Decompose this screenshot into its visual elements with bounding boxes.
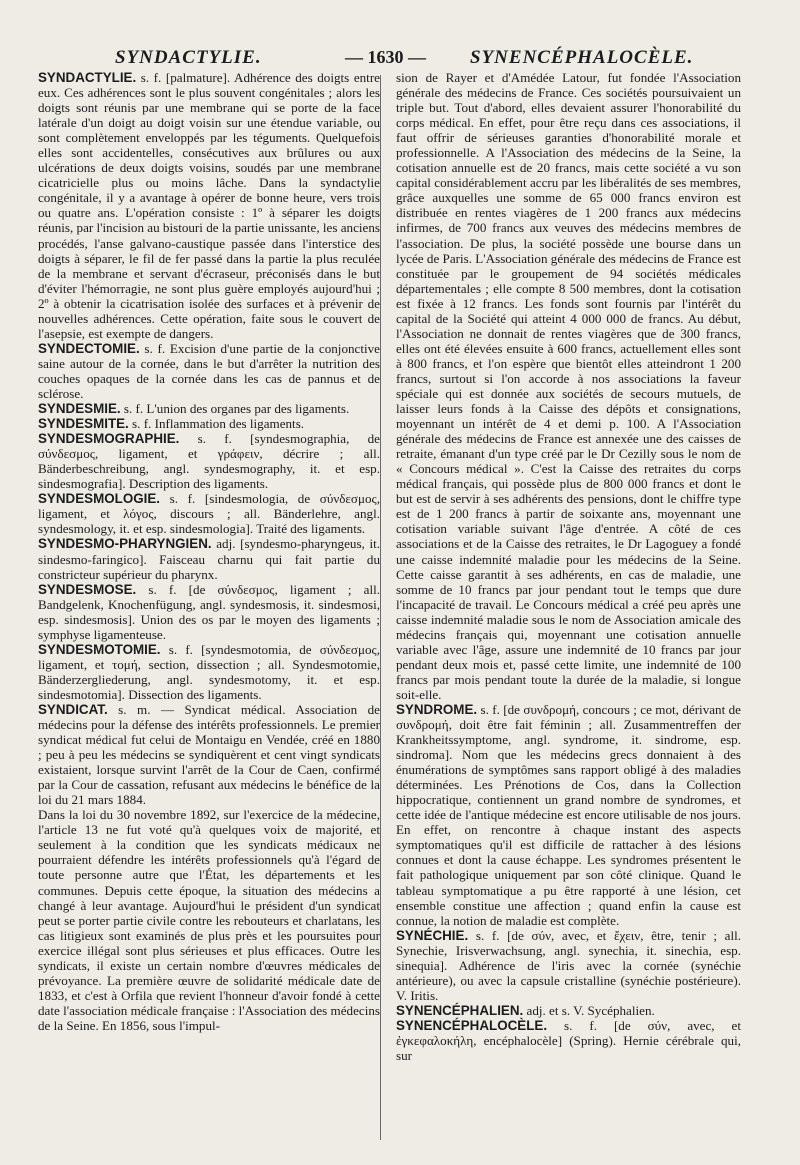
left-entry — [38, 807, 380, 1033]
left-column — [38, 70, 380, 1033]
entry-definition: s. m. — Syndicat médical. Association de médecins pour la défense des intérêts professionnels. Le premier syndicat médical fut celui de Montaigu en Vendée, créé en 1880 ; peu à peu les médecins se syndiquèrent et cent vingt syndicats existaient, lorsque survint l'arrêt de la Cour de Caen, confirmé par la Cour de cassation, refusant aux médecins le bénéfice de la loi du 21 mars 1884. — [38, 701, 380, 808]
right-entry — [396, 928, 741, 1003]
entry-definition: sion de Rayer et d'Amédée Latour, fut fondée l'Association générale des médecins de France. Ces sociétés poursuivaient un triple but. Tout d'abord, elles devaient assurer l'honorabilité du corps médical. En effet, pour être reçu dans ces associations, il faut offrir de sérieuses garanties d'honorabilité morale et professionnelle. A l'Association des médecins de la Seine, la cotisation annuelle est de 20 francs, mais cette société a vu son capital considérablement accru par les libéralités de ses membres, grâce auxquelles une somme de 65 000 francs environ est distribuée en rentes viagères de 1 200 francs aux médecins infirmes, de 700 francs aux veuves des médecins membres de l'association. De plus, la société possède une bourse dans un lycée de Paris. L'Association générale des médecins de France est constituée par le groupement de 94 sociétés médicales départementales ; elle compte 8 500 membres, dont la cotisation est fixée à 12 francs. Les fonds sont fournis par l'intérêt du capital de la Société qui atteint 4 000 000 de francs. Au début, l'Association ne donnait de rentes viagères que de 300 francs, elles ont été élevées ensuite à 600 francs, actuellement elles sont à 800 francs, et l'on espère que bientôt elles atteindront 1 200 francs, surtout si l'on accorde à nos associations la faveur spéciale qui est donnée aux sociétés de secours mutuels, de laisser leurs fonds à la Caisse des dépôts et consignations, moyennant un intérêt de 4 et demi p. 100. A l'Association générale des médecins de France est annexée une des caisses de retraite, émanant d'un type créé par le Dr Cezilly sous le nom de « Concours médical ». C'est la Caisse des retraites du corps médical français, qui possède plus de 800 000 francs et dont le but est de servir à ses adhérents des pensions, dont le chiffre type est de 1 200 francs à partir de soixante ans, moyennant une cotisation variable suivant l'âge d'entrée. A côté de ces associations et de la Caisse des retraites, le Dr Lagoguey a fondé une caisse indemnité maladie pour les médecins de la Seine. Cette caisse garantit à ses adhérents, en cas de maladie, une somme de 10 francs par jour pendant tout le temps que dure l'incapacité de travail. Le Concours médical a créé peu après une caisse indemnité maladie sous le nom de Association amicale des médecins français qui, moyennant une cotisation annuelle variable avec l'âge, assure une indemnité de 10 francs par jour pendant deux mois et, passé cette limite, une indemnité de 100 francs par mois pendant toute la durée de la maladie, si longue soit-elle. — [396, 70, 741, 702]
header-right-term: SYNENCÉPHALOCÈLE. — [470, 47, 694, 68]
entry-definition: s. f. Inflammation des ligaments. — [128, 416, 305, 432]
left-entry — [38, 401, 380, 416]
entry-definition: s. f. [syndesmotomia, de σύνδεσμος, ligament, et τομή, section, dissection ; all. Syndesmotomie, Bänderzergliederung, angl. syndesmotomy, it. et esp. sindesmotomia]. Dissection des ligaments. — [38, 641, 380, 702]
entry-definition: s. f. Excision d'une partie de la conjonctive saine autour de la cornée, dans le but d'arrêter la nutrition des couches opaques de la cornée dans les cas de pannus et de sclérose. — [38, 340, 380, 401]
entry-definition: s. f. [sindesmologia, de σύνδεσμος, ligament, et λόγος, discours ; all. Bänderlehre, angl. syndesmology, it. et esp. sindesmologia]. Traité des ligaments. — [38, 491, 380, 537]
entry-headword: SYNDESMOGRAPHIE. — [38, 431, 180, 447]
left-entry — [38, 341, 380, 401]
entry-headword: SYNDROME. — [396, 701, 478, 717]
entry-definition: s. f. [syndesmographia, de σύνδεσμος, ligament, et γράφειν, décrire ; all. Bänderbeschreibung, angl. syndesmography, it. et esp. sindesmografia]. Description des ligaments. — [38, 431, 380, 492]
entry-headword: SYNDESMOTOMIE. — [38, 641, 161, 657]
entry-headword: SYNENCÉPHALIEN. — [396, 1002, 524, 1018]
entry-definition: s. f. [de σύν, avec, et ἐγκεφαλοκήλη, encéphalocèle] (Spring). Hernie cérébrale qui, sur — [396, 1017, 741, 1064]
right-entry — [396, 1018, 741, 1063]
entry-definition: s. f. [de συνδρομή, concours ; ce mot, dérivant de συνδρομή, doit être fait féminin ; all. Zusammentreffen der Krankheitssymptome, angl. syndrome, it. sindrome, esp. sindroma]. Nom que les médecins grecs donnaient à des énumérations de symptômes sans rapport obligé à des maladies déterminées. Les Prénotions de Cos, dans la Collection hippocratique, contiennent un grand nombre de syndromes, et cette idée de l'antique médecine est encore utilisable de nos jours. En effet, on rencontre à chaque instant des aspects symptomatiques qu'il est difficile de rattacher à des lésions connues et dont la cause échappe. Les syndromes présentent le fait pathologique uniquement par son côté clinique. Quand le tableau symptomatique a pu être rapporté à une lésion, cet ensemble constitue une affection ; quand enfin la cause est connue, la notion de maladie est complète. — [396, 701, 741, 928]
right-column — [396, 70, 741, 1063]
entry-definition: adj. et s. V. Sycéphalien. — [523, 1002, 655, 1018]
entry-headword: SYNDESMIE. — [38, 401, 121, 417]
entry-headword: SYNDACTYLIE. — [38, 70, 137, 85]
entry-definition: s. f. L'union des organes par des ligaments. — [120, 401, 350, 417]
entry-headword: SYNDESMITE. — [38, 416, 129, 432]
header-left-term: SYNDACTYLIE. — [115, 47, 262, 68]
page-number: — 1630 — — [345, 47, 426, 67]
entry-definition: s. f. [de σύν, avec, et ἔχειν, être, tenir ; all. Synechie, Irisverwachsung, angl. synechia, it. sinechia, esp. sinequia]. Adhérence de l'iris avec la cornée (synéchie antérieure), ou avec la capsule cristalline (synéchie postérieure). V. Iritis. — [396, 927, 741, 1003]
entry-definition: s. f. [de σύνδεσμος, ligament ; all. Bandgelenk, Knochenfügung, angl. syndesmosis, it. sindesmosi, esp. sindesmosis]. Union des os par le moyen des ligaments ; symphyse ligamenteuse. — [38, 581, 380, 642]
right-entry — [396, 702, 741, 928]
left-entry — [38, 491, 380, 536]
entry-headword: SYNENCÉPHALOCÈLE. — [396, 1017, 548, 1033]
left-entry — [38, 70, 380, 341]
left-entry — [38, 702, 380, 807]
left-entry — [38, 416, 380, 431]
entry-definition: Dans la loi du 30 novembre 1892, sur l'exercice de la médecine, l'article 13 ne fut voté qu'à quelques voix de majorité, et seulement à la condition que les syndicats médicaux ne pourraient défendre les intérêts professionnels qu'à l'égard de toute personne autre que l'État, les départements et les communes. Depuis cette époque, la situation des médecins a changé à leur avantage. Aujourd'hui le président d'un syndicat peut se porter partie civile contre les rebouteurs et charlatans, les cas litigieux sont examinés de plus près et les poursuites pour exercice illégal sont plus sérieuses et plus efficaces. Outre les syndicats, il existe un certain nombre d'œuvres médicales de prévoyance. La première œuvre de solidarité médicale date de 1833, et c'est à Orfila que revient l'honneur d'avoir fondé à cette date l'association médicale française : l'Association des médecins de la Seine. En 1856, sous l'impul- — [38, 807, 380, 1033]
entry-headword: SYNDESMOSE. — [38, 581, 137, 597]
right-entry — [396, 1003, 741, 1018]
right-entry — [396, 70, 741, 702]
entry-headword: SYNDICAT. — [38, 701, 108, 717]
left-entry — [38, 536, 380, 581]
entry-headword: SYNDESMOLOGIE. — [38, 491, 161, 507]
entry-definition: s. f. [palmature]. Adhérence des doigts entre eux. Ces adhérences sont le plus souvent congénitales ; alors les doigts sont réunis par une membrane qui se porte de la face latérale d'un doigt au doigt voisin sur une étendue variable, ou sont complètement enveloppés par les téguments. Quelquefois elles sont accidentelles, consécutives aux brûlures ou aux ulcérations de deux doigts voisins, soudés par une membrane cicatricielle plus ou moins lâche. Dans la syndactylie congénitale, il y a avantage à opérer de bonne heure, vers trois ou quatre ans. L'opération consiste : 1º à séparer les doigts réunis, par l'incision au bistouri de la partie unissante, les anciens procédés, l'anse galvano-caustique passée dans l'interstice des doigts à séparer, le fil de fer passé dans la partie la plus reculée de la membrane et servant d'écraseur, préconisés dans le but d'éviter l'hémorragie, ne sont plus guère employés aujourd'hui ; 2º à obtenir la cicatrisation isolée des surfaces et à prévenir de nouvelles adhérences. Cette opération, faite sous le couvert de l'asepsie, est exempte de dangers. — [38, 70, 380, 341]
entry-definition: adj. [syndesmo-pharyngeus, it. sindesmo-faringico]. Faisceau charnu qui fait partie du constricteur supérieur du pharynx. — [38, 536, 380, 582]
entry-headword: SYNDESMO-PHARYNGIEN. — [38, 536, 212, 552]
left-entry — [38, 582, 380, 642]
left-entry — [38, 431, 380, 491]
left-entry — [38, 642, 380, 702]
column-divider — [380, 75, 381, 1140]
entry-headword: SYNÉCHIE. — [396, 927, 469, 943]
entry-headword: SYNDECTOMIE. — [38, 340, 140, 356]
